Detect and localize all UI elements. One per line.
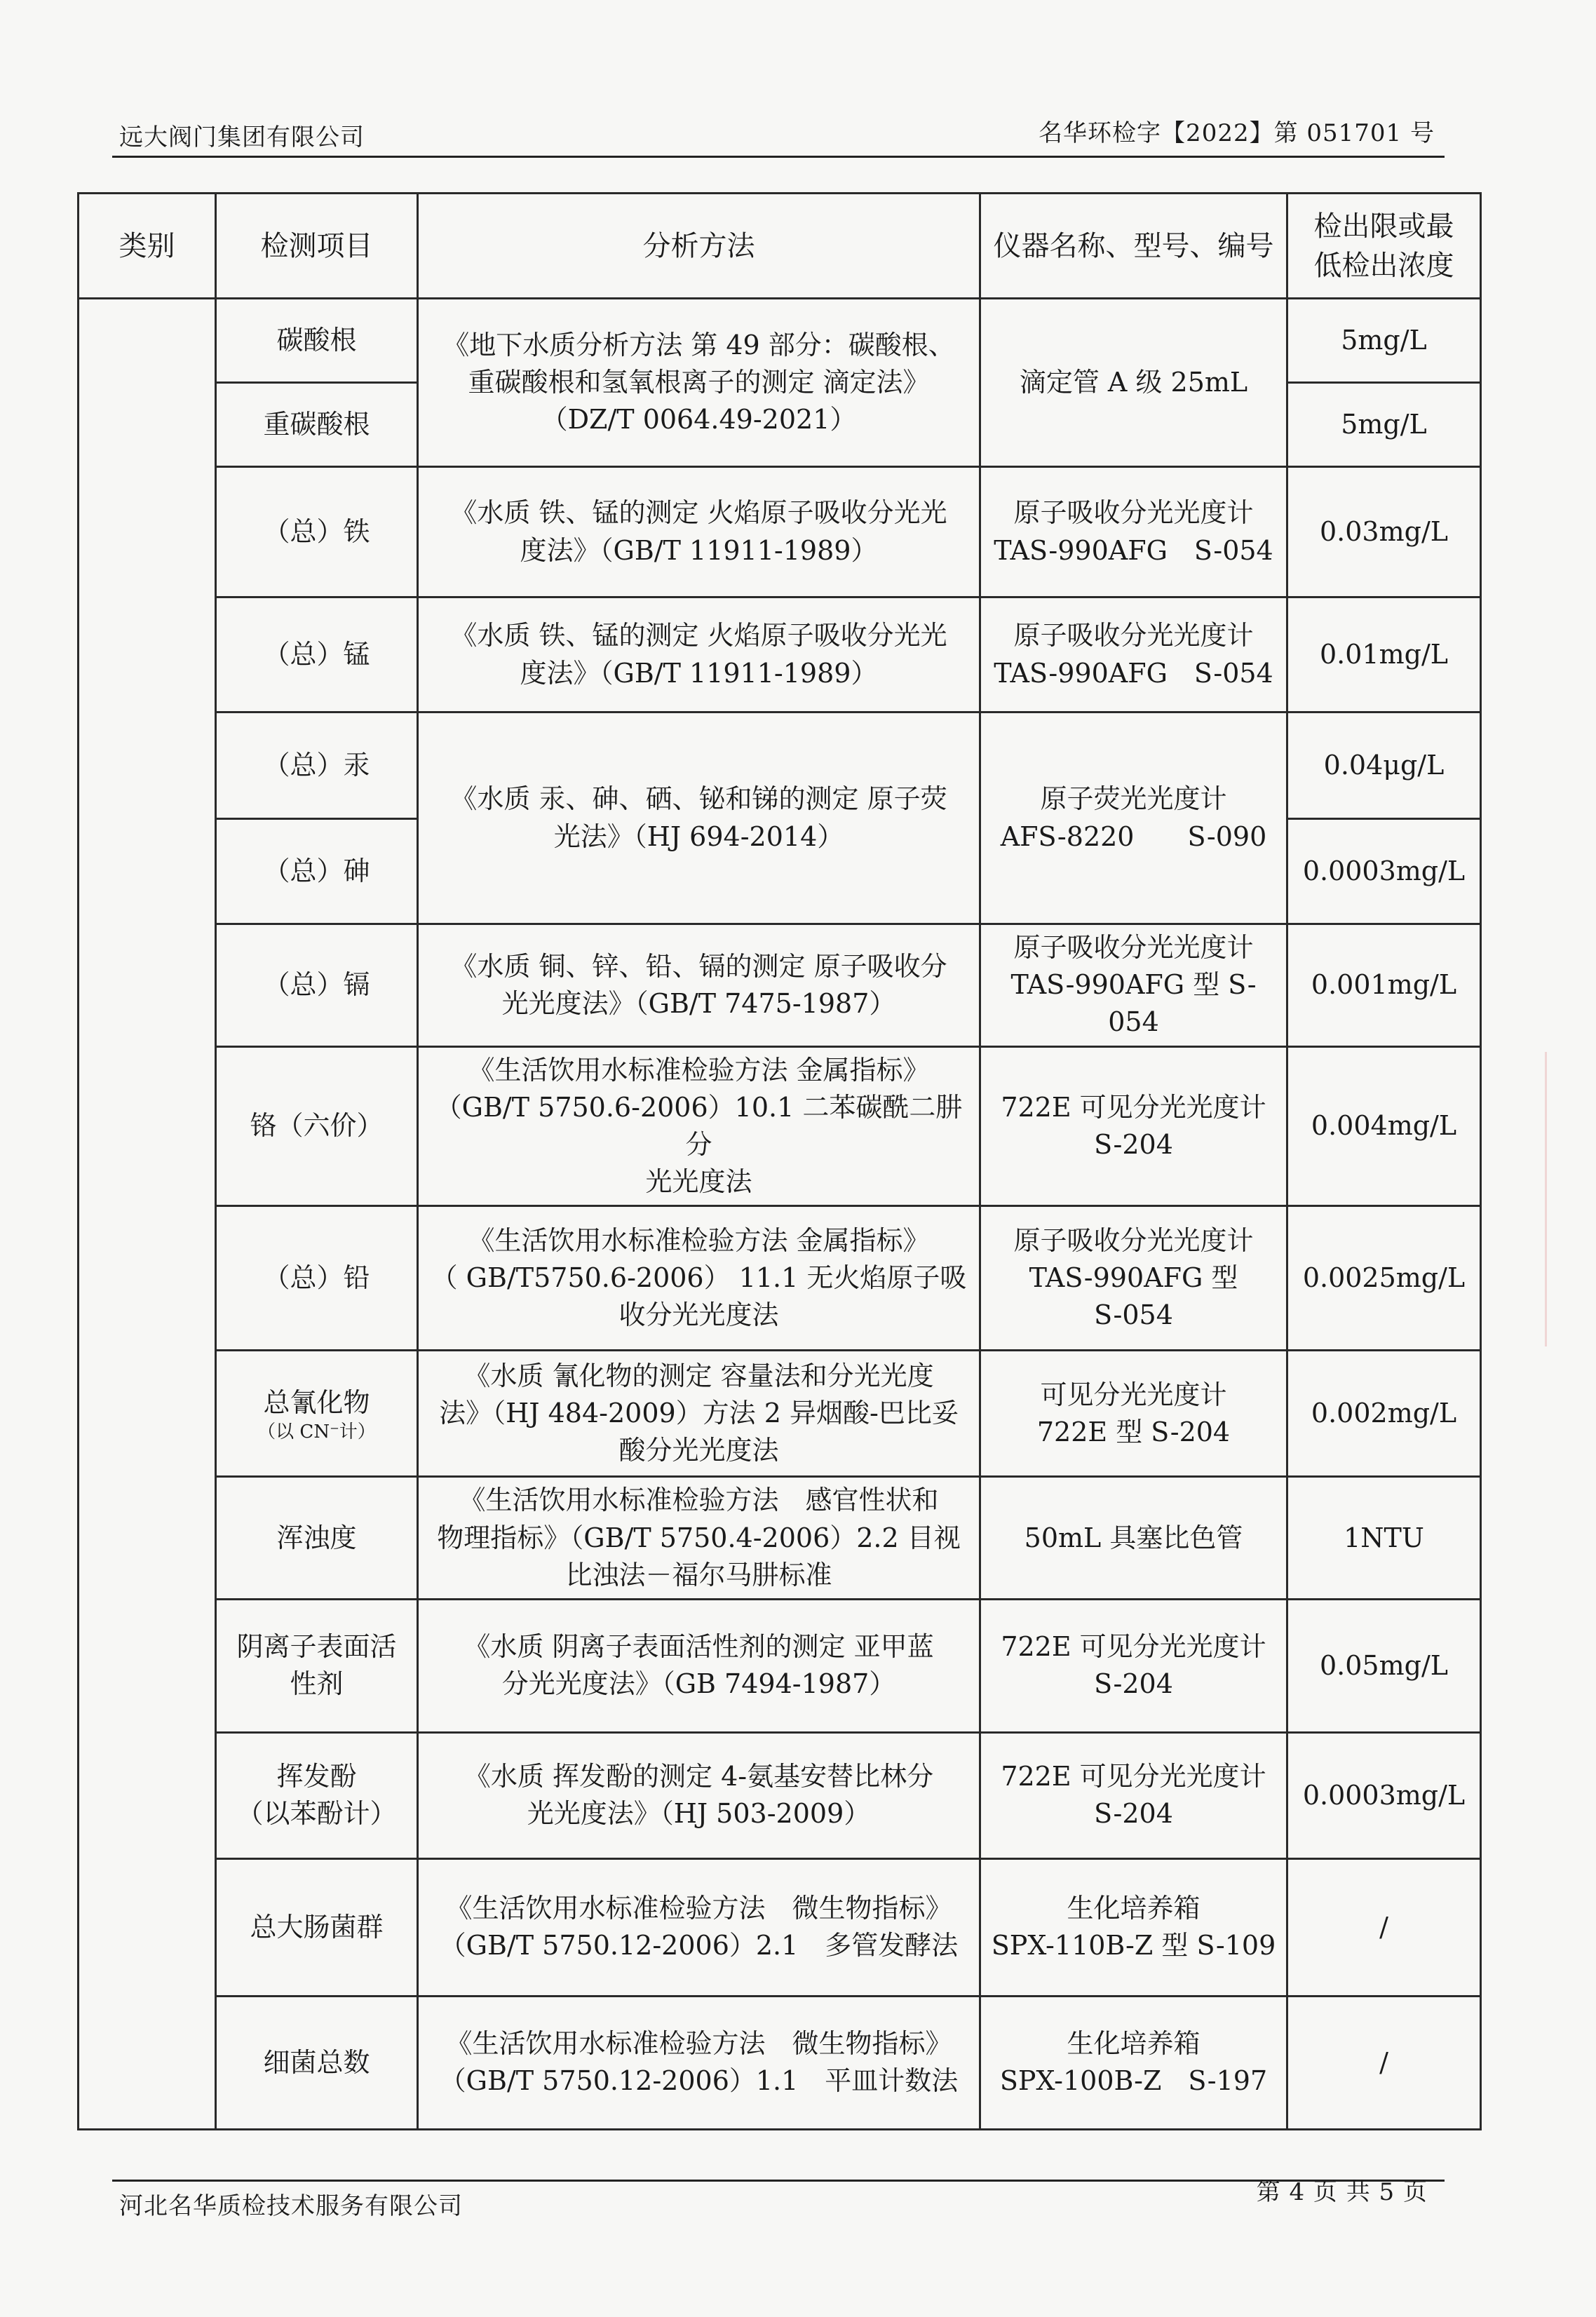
instrument-cell: 可见分光光度计 722E 型 S-204 (980, 1351, 1287, 1477)
limit-cell: 5mg/L (1287, 299, 1481, 383)
table-row (79, 1046, 1481, 1206)
instrument-cell: 原子吸收分光光度计 TAS-990AFG S-054 (980, 597, 1287, 712)
header-company: 远大阀门集团有限公司 (119, 123, 365, 151)
table-row (79, 1996, 1481, 2129)
method-cell: 《水质 铁、锰的测定 火焰原子吸收分光光 度法》（GB/T 11911-1989） (418, 467, 980, 597)
method-cell: 《水质 铜、锌、铅、镉的测定 原子吸收分 光光度法》（GB/T 7475-1987） (418, 924, 980, 1047)
limit-cell: 0.01mg/L (1287, 597, 1481, 712)
table-row (79, 299, 1481, 383)
limit-cell: 0.0025mg/L (1287, 1206, 1481, 1351)
instrument-cell: 生化培养箱 SPX-110B-Z 型 S-109 (980, 1858, 1287, 1996)
instrument-cell: 722E 可见分光光度计 S-204 (980, 1732, 1287, 1858)
table-row (79, 467, 1481, 597)
table-row (79, 712, 1481, 819)
footer-rule (112, 2180, 1445, 2182)
method-cell: 《生活饮用水标准检验方法 金属指标》 （ GB/T5750.6-2006） 11.1 无火焰原子吸 收分光光度法 (418, 1206, 980, 1351)
header-limit: 检出限或最 低检出浓度 (1287, 194, 1481, 299)
item-note: （以 CN⁻计） (257, 1421, 376, 1443)
test-methods-table (77, 192, 1482, 2130)
item-cell: （总）汞 (216, 712, 418, 819)
header-instrument: 仪器名称、型号、编号 (980, 194, 1287, 299)
instrument-cell: 生化培养箱 SPX-100B-Z S-197 (980, 1996, 1287, 2129)
limit-cell: 0.0003mg/L (1287, 819, 1481, 924)
header-item: 检测项目 (216, 194, 418, 299)
table-row (79, 1732, 1481, 1858)
header-category: 类别 (79, 194, 216, 299)
page-number: 第 4 页 共 5 页 (1256, 2178, 1428, 2206)
table-row (79, 924, 1481, 1047)
instrument-cell: 原子吸收分光光度计 TAS-990AFG 型 S-054 (980, 1206, 1287, 1351)
item-cell: （总）锰 (216, 597, 418, 712)
report-number: 名华环检字【2022】第 051701 号 (1039, 119, 1435, 147)
method-cell: 《水质 氰化物的测定 容量法和分光光度 法》（HJ 484-2009）方法 2 异烟酸-巴比妥 酸分光光度法 (418, 1351, 980, 1477)
item-cell: 阴离子表面活 性剂 (216, 1599, 418, 1732)
header-rule (112, 156, 1445, 158)
instrument-cell: 原子吸收分光光度计 TAS-990AFG S-054 (980, 467, 1287, 597)
limit-cell: 0.0003mg/L (1287, 1732, 1481, 1858)
table-header-row (79, 194, 1481, 299)
instrument-cell: 722E 可见分光光度计 S-204 (980, 1046, 1287, 1206)
seal-stamp-edge (1545, 1052, 1596, 1346)
item-cell: 细菌总数 (216, 1996, 418, 2129)
method-cell: 《生活饮用水标准检验方法 微生物指标》 （GB/T 5750.12-2006）2.1 多管发酵法 (418, 1858, 980, 1996)
limit-cell: 0.004mg/L (1287, 1046, 1481, 1206)
item-cell: 铬（六价） (216, 1046, 418, 1206)
method-cell: 《生活饮用水标准检验方法 感官性状和 物理指标》（GB/T 5750.4-2006）2.2 目视 比浊法－福尔马肼标准 (418, 1477, 980, 1600)
method-cell: 《地下水质分析方法 第 49 部分：碳酸根、 重碳酸根和氢氧根离子的测定 滴定法》 （DZ/T 0064.49-2021） (418, 299, 980, 467)
instrument-cell: 原子荧光光度计 AFS-8220 S-090 (980, 712, 1287, 924)
method-cell: 《生活饮用水标准检验方法 金属指标》 （GB/T 5750.6-2006）10.1 二苯碳酰二肼分 光光度法 (418, 1046, 980, 1206)
item-cell: 碳酸根 (216, 299, 418, 383)
item-cell: 挥发酚 （以苯酚计） (216, 1732, 418, 1858)
item-cell: （总）镉 (216, 924, 418, 1047)
instrument-cell: 滴定管 A 级 25mL (980, 299, 1287, 467)
item-cell: 浑浊度 (216, 1477, 418, 1600)
instrument-cell: 722E 可见分光光度计 S-204 (980, 1599, 1287, 1732)
method-cell: 《生活饮用水标准检验方法 微生物指标》 （GB/T 5750.12-2006）1.1 平皿计数法 (418, 1996, 980, 2129)
footer-company: 河北名华质检技术服务有限公司 (119, 2192, 463, 2220)
limit-cell: 1NTU (1287, 1477, 1481, 1600)
method-cell: 《水质 汞、砷、硒、铋和锑的测定 原子荧 光法》（HJ 694-2014） (418, 712, 980, 924)
limit-cell: 5mg/L (1287, 383, 1481, 467)
limit-cell: 0.001mg/L (1287, 924, 1481, 1047)
item-cell (216, 1351, 418, 1477)
table-row (79, 597, 1481, 712)
item-label: 总氰化物 (263, 1386, 370, 1418)
table-row (79, 1206, 1481, 1351)
table-row (79, 1858, 1481, 1996)
limit-cell: 0.03mg/L (1287, 467, 1481, 597)
limit-cell: 0.002mg/L (1287, 1351, 1481, 1477)
method-cell: 《水质 挥发酚的测定 4-氨基安替比林分 光光度法》（HJ 503-2009） (418, 1732, 980, 1858)
item-cell: 总大肠菌群 (216, 1858, 418, 1996)
header-method: 分析方法 (418, 194, 980, 299)
limit-cell: / (1287, 1996, 1481, 2129)
instrument-cell: 原子吸收分光光度计 TAS-990AFG 型 S-054 (980, 924, 1287, 1047)
table-row (79, 1351, 1481, 1477)
instrument-cell: 50mL 具塞比色管 (980, 1477, 1287, 1600)
item-cell: （总）砷 (216, 819, 418, 924)
category-cell (79, 299, 216, 2130)
limit-cell: / (1287, 1858, 1481, 1996)
item-cell: （总）铅 (216, 1206, 418, 1351)
table-row (79, 1599, 1481, 1732)
method-cell: 《水质 铁、锰的测定 火焰原子吸收分光光 度法》（GB/T 11911-1989） (418, 597, 980, 712)
item-cell: 重碳酸根 (216, 383, 418, 467)
limit-cell: 0.04μg/L (1287, 712, 1481, 819)
item-cell: （总）铁 (216, 467, 418, 597)
table-row (79, 1477, 1481, 1600)
method-cell: 《水质 阴离子表面活性剂的测定 亚甲蓝 分光光度法》（GB 7494-1987） (418, 1599, 980, 1732)
limit-cell: 0.05mg/L (1287, 1599, 1481, 1732)
